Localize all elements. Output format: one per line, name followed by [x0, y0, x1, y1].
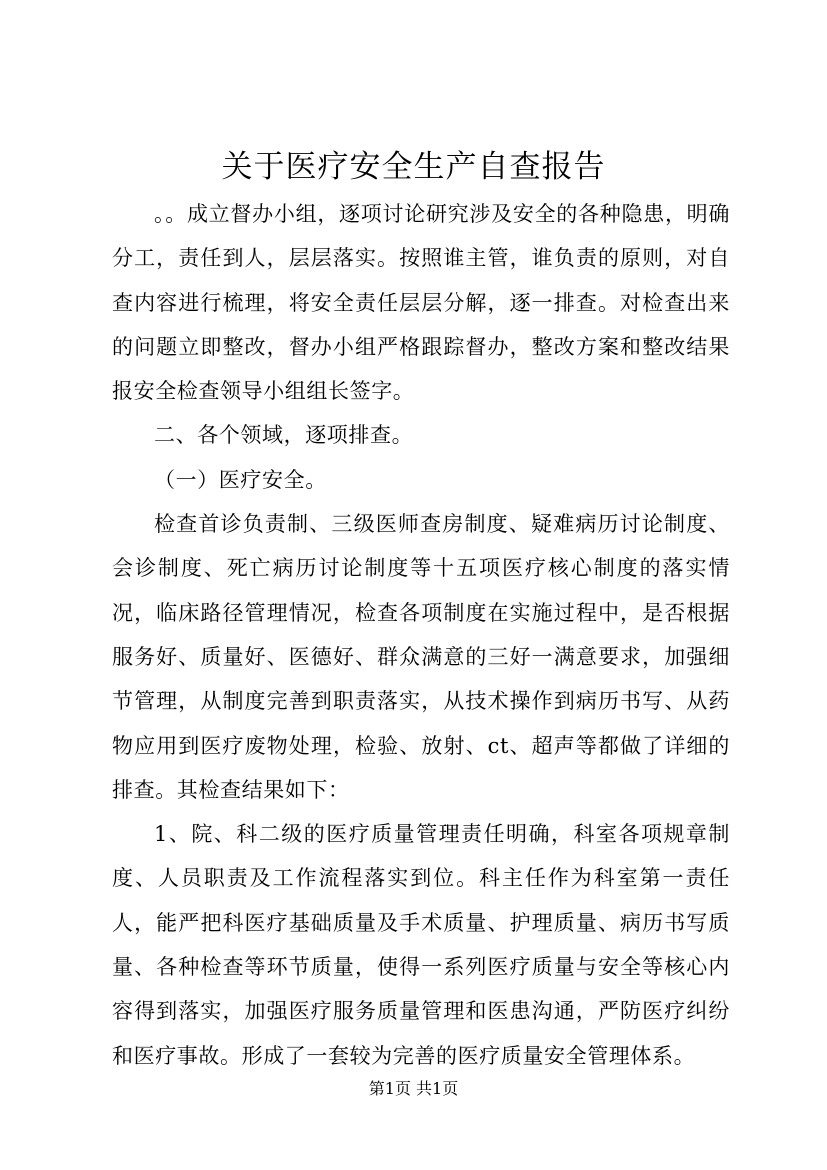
paragraph-inspection-details: 检查首诊负责制、三级医师查房制度、疑难病历讨论制度、会诊制度、死亡病历讨论制度等十五项医疗核心制度的落实情况，临床路径管理情况，检查各项制度在实施过程中，是否根据服务好、质量好、医德好、群众满意的三好一满意要求，加强细节管理，从制度完善到职责落实，从技术操作到病历书写、从药物应用到医疗废物处理，检验、放射、ct、超声等都做了详细的排查。其检查结果如下： — [112, 512, 730, 802]
page-number-footer: 第1页 共1页 — [368, 1079, 459, 1098]
paragraph-supervision-group: 。。成立督办小组，逐项讨论研究涉及安全的各种隐患，明确分工，责任到人，层层落实。按照谁主管，谁负责的原则，对自查内容进行梳理，将安全责任层层分解，逐一排查。对检查出来的问题立即整改，督办小组严格跟踪督办，整改方案和整改结果报安全检查领导小组组长签字。 — [112, 202, 730, 404]
document-title: 关于医疗安全生产自查报告 — [221, 149, 606, 185]
paragraph-section-two-heading: 二、各个领域，逐项排查。 — [154, 423, 414, 448]
paragraph-medical-safety-heading: （一）医疗安全。 — [154, 467, 327, 492]
paragraph-result-item-1: 1、院、科二级的医疗质量管理责任明确，科室各项规章制度、人员职责及工作流程落实到位。科主任作为科室第一责任人，能严把科医疗基础质量及手术质量、护理质量、病历书写质量、各种检查等环节质量，使得一系列医疗质量与安全等核心内容得到落实，加强医疗服务质量管理和医患沟通，严防医疗纠纷和医疗事故。形成了一套较为完善的医疗质量安全管理体系。 — [112, 822, 730, 1068]
document-body — [112, 192, 730, 1078]
